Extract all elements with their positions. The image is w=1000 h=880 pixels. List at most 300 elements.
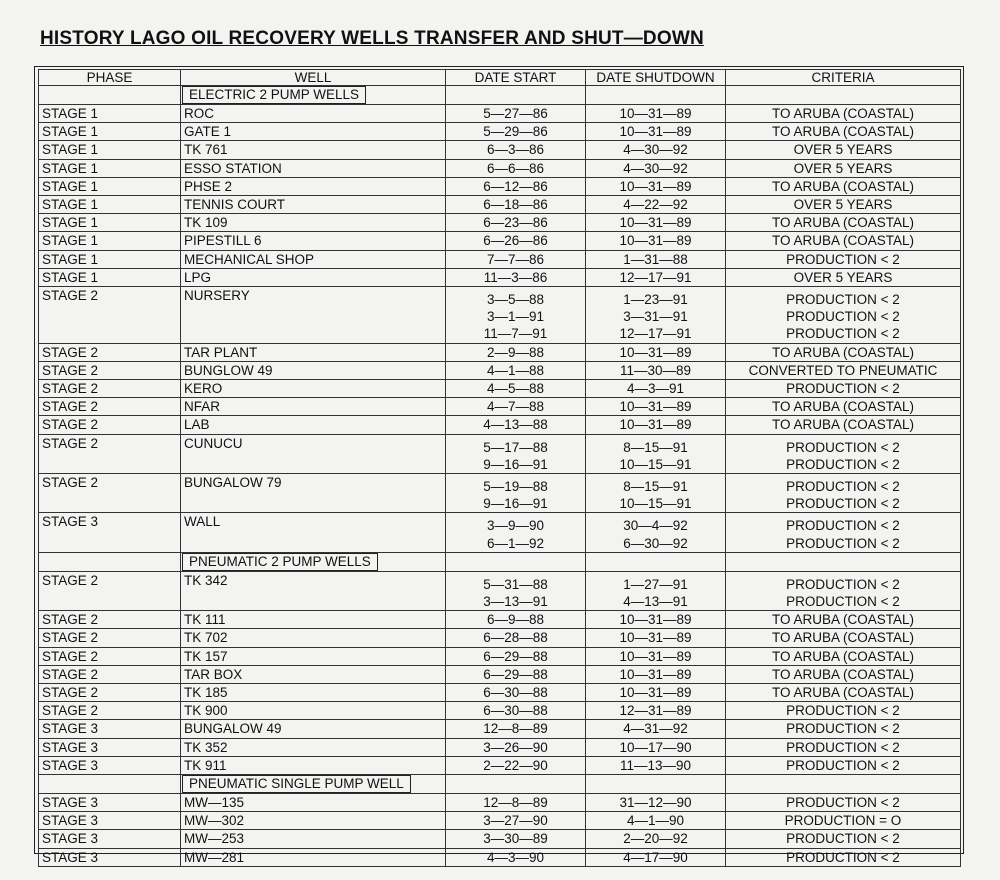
table-row [39,105,961,123]
criteria-value: PRODUCTION < 2 [786,535,900,551]
date-shutdown-value: 1—27—91 [623,576,688,592]
well-cell: NFAR [181,398,446,416]
date-shutdown-cell [586,141,726,159]
date-shutdown-value: 31—12—90 [619,794,692,810]
criteria-value: PRODUCTION < 2 [786,593,900,609]
criteria-cell [726,177,961,195]
criteria-value: TO ARUBA (COASTAL) [771,178,915,194]
section-empty-cell [726,774,961,793]
criteria-cell [726,738,961,756]
table-row [39,268,961,286]
well-cell: TK 342 [181,571,446,610]
criteria-value: TO ARUBA (COASTAL) [771,124,915,140]
date-shutdown-cell [586,812,726,830]
document-title: HISTORY LAGO OIL RECOVERY WELLS TRANSFER AND SHUT—DOWN [40,28,704,49]
well-cell: MW—253 [181,830,446,848]
criteria-value: PRODUCTION < 2 [786,518,900,534]
criteria-value: TO ARUBA (COASTAL) [771,215,915,231]
date-start-cell [446,177,586,195]
well-cell: TK 109 [181,214,446,232]
criteria-cell [726,214,961,232]
criteria-cell [726,141,961,159]
date-start-value: 6—12—86 [483,178,548,194]
criteria-value: TO ARUBA (COASTAL) [771,630,915,646]
section-label-cell [181,86,446,105]
criteria-cell [726,398,961,416]
date-start-cell [446,123,586,141]
date-start-value: 6—9—88 [486,612,545,628]
well-cell: LAB [181,416,446,434]
well-cell: BUNGALOW 79 [181,473,446,512]
criteria-value: TO ARUBA (COASTAL) [771,684,915,700]
phase-cell: STAGE 1 [39,232,181,250]
date-start-cell [446,214,586,232]
table-row [39,361,961,379]
criteria-value: TO ARUBA (COASTAL) [771,648,915,664]
criteria-cell [726,720,961,738]
well-cell: BUNGALOW 49 [181,720,446,738]
date-shutdown-cell [586,214,726,232]
date-start-value: 9—16—91 [483,456,548,472]
well-cell: BUNGLOW 49 [181,361,446,379]
date-start-value: 4—7—88 [486,399,545,415]
criteria-value: PRODUCTION < 2 [786,439,900,455]
phase-cell: STAGE 2 [39,629,181,647]
date-start-value: 5—17—88 [483,439,548,455]
phase-cell: STAGE 2 [39,683,181,701]
well-cell: MW—281 [181,848,446,866]
well-cell: TK 900 [181,702,446,720]
date-start-cell [446,380,586,398]
date-start-cell [446,702,586,720]
date-shutdown-value: 8—15—91 [623,478,688,494]
criteria-value: PRODUCTION < 2 [786,739,900,755]
date-shutdown-value: 10—31—89 [619,612,692,628]
date-start-value: 3—5—88 [486,292,545,308]
criteria-cell [726,793,961,811]
table-row [39,177,961,195]
well-cell: ESSO STATION [181,159,446,177]
phase-cell: STAGE 1 [39,159,181,177]
date-start-value: 3—27—90 [483,813,548,829]
phase-cell: STAGE 2 [39,571,181,610]
criteria-cell [726,287,961,344]
table-row [39,665,961,683]
well-cell: TK 761 [181,141,446,159]
section-phase-cell [39,86,181,105]
section-empty-cell [726,552,961,571]
well-cell: WALL [181,513,446,552]
date-start-cell [446,571,586,610]
date-start-value: 6—29—88 [483,648,548,664]
well-cell: MW—135 [181,793,446,811]
date-start-value: 4—5—88 [486,381,545,396]
date-shutdown-value: 4—17—90 [623,849,688,865]
criteria-value: PRODUCTION < 2 [786,703,900,719]
date-start-value: 3—9—90 [486,518,545,534]
header-row [39,70,961,86]
criteria-cell [726,123,961,141]
section-empty-cell [586,86,726,105]
date-shutdown-cell [586,380,726,398]
date-shutdown-value: 12—31—89 [619,703,692,719]
date-shutdown-cell [586,434,726,473]
criteria-value: PRODUCTION < 2 [786,381,900,396]
date-shutdown-value: 1—23—91 [623,292,688,308]
well-cell: KERO [181,380,446,398]
date-shutdown-value: 11—13—90 [619,757,692,773]
phase-cell: STAGE 3 [39,848,181,866]
criteria-value: TO ARUBA (COASTAL) [771,417,915,433]
date-start-cell [446,812,586,830]
criteria-value: OVER 5 YEARS [793,160,893,176]
date-start-cell [446,848,586,866]
well-cell: TENNIS COURT [181,196,446,214]
criteria-cell [726,196,961,214]
phase-cell: STAGE 3 [39,738,181,756]
date-shutdown-cell [586,665,726,683]
criteria-value: TO ARUBA (COASTAL) [771,399,915,415]
date-shutdown-cell [586,738,726,756]
phase-cell: STAGE 1 [39,268,181,286]
header-date-shutdown: DATE SHUTDOWN [586,70,726,86]
criteria-cell [726,756,961,774]
date-start-value: 11—3—86 [483,269,548,285]
date-shutdown-cell [586,177,726,195]
criteria-cell [726,830,961,848]
criteria-cell [726,250,961,268]
criteria-cell [726,647,961,665]
section-phase-cell [39,774,181,793]
criteria-value: PRODUCTION < 2 [786,456,900,472]
table-row [39,830,961,848]
criteria-cell [726,812,961,830]
phase-cell: STAGE 3 [39,812,181,830]
section-phase-cell [39,552,181,571]
date-start-cell [446,793,586,811]
date-start-cell [446,473,586,512]
date-shutdown-value: 10—15—91 [619,456,692,472]
date-shutdown-cell [586,848,726,866]
date-shutdown-value: 4—22—92 [623,197,688,213]
date-start-cell [446,141,586,159]
phase-cell: STAGE 1 [39,141,181,159]
criteria-value: TO ARUBA (COASTAL) [771,344,915,360]
table-row [39,398,961,416]
date-start-value: 6—26—86 [483,233,548,249]
date-start-cell [446,268,586,286]
table-row [39,416,961,434]
date-start-cell [446,361,586,379]
date-start-cell [446,287,586,344]
section-label-cell [181,552,446,571]
table-row [39,232,961,250]
date-shutdown-value: 8—15—91 [623,439,688,455]
date-shutdown-value: 10—31—89 [619,106,692,121]
well-cell: MECHANICAL SHOP [181,250,446,268]
date-shutdown-value: 30—4—92 [623,518,688,534]
section-empty-cell [446,86,586,105]
date-start-cell [446,196,586,214]
phase-cell: STAGE 3 [39,513,181,552]
date-shutdown-value: 6—30—92 [623,535,688,551]
date-shutdown-cell [586,268,726,286]
date-start-value: 4—13—88 [483,417,548,433]
date-start-value: 7—7—86 [486,251,545,267]
criteria-cell [726,105,961,123]
table-row [39,434,961,473]
date-shutdown-value: 4—1—90 [626,813,685,829]
criteria-cell [726,611,961,629]
date-shutdown-value: 10—31—89 [619,648,692,664]
criteria-value: OVER 5 YEARS [793,269,893,285]
date-shutdown-cell [586,629,726,647]
table-row [39,287,961,344]
phase-cell: STAGE 1 [39,123,181,141]
criteria-value: PRODUCTION < 2 [786,496,900,512]
criteria-cell [726,416,961,434]
well-cell: TK 911 [181,756,446,774]
date-start-cell [446,738,586,756]
date-start-cell [446,665,586,683]
criteria-cell [726,848,961,866]
criteria-cell [726,268,961,286]
date-start-cell [446,159,586,177]
phase-cell: STAGE 3 [39,756,181,774]
phase-cell: STAGE 2 [39,611,181,629]
date-start-value: 4—1—88 [486,362,545,378]
criteria-cell [726,380,961,398]
well-cell: GATE 1 [181,123,446,141]
table-row [39,513,961,552]
date-start-cell [446,647,586,665]
date-start-cell [446,434,586,473]
well-cell: CUNUCU [181,434,446,473]
date-shutdown-cell [586,720,726,738]
criteria-cell [726,473,961,512]
well-cell: NURSERY [181,287,446,344]
date-shutdown-cell [586,416,726,434]
date-shutdown-value: 10—31—89 [619,124,692,140]
wells-table [38,69,961,867]
header-date-start: DATE START [446,70,586,86]
table-row [39,611,961,629]
criteria-value: PRODUCTION < 2 [786,849,900,865]
table-body [39,86,961,867]
table-row [39,756,961,774]
date-start-value: 6—1—92 [486,535,545,551]
criteria-cell [726,629,961,647]
date-start-value: 5—31—88 [483,576,548,592]
date-shutdown-cell [586,793,726,811]
well-cell: TK 111 [181,611,446,629]
date-start-cell [446,250,586,268]
table-row [39,683,961,701]
date-start-value: 3—13—91 [483,593,548,609]
phase-cell: STAGE 1 [39,196,181,214]
section-label: PNEUMATIC 2 PUMP WELLS [182,553,378,571]
criteria-value: PRODUCTION < 2 [786,309,900,325]
well-cell: TK 352 [181,738,446,756]
section-empty-cell [446,774,586,793]
date-start-cell [446,629,586,647]
header-phase: PHASE [39,70,181,86]
phase-cell: STAGE 1 [39,177,181,195]
date-start-cell [446,611,586,629]
date-start-value: 5—19—88 [483,478,548,494]
phase-cell: STAGE 1 [39,250,181,268]
criteria-cell [726,571,961,610]
table-row [39,159,961,177]
date-start-value: 12—8—89 [483,721,548,737]
date-start-cell [446,756,586,774]
date-shutdown-value: 10—31—89 [619,344,692,360]
date-shutdown-value: 4—30—92 [623,142,688,158]
section-empty-cell [446,552,586,571]
header-criteria: CRITERIA [726,70,961,86]
criteria-value: PRODUCTION < 2 [786,478,900,494]
phase-cell: STAGE 2 [39,702,181,720]
date-shutdown-value: 10—31—89 [619,233,692,249]
date-start-cell [446,720,586,738]
section-label: ELECTRIC 2 PUMP WELLS [182,86,366,104]
date-start-cell [446,398,586,416]
date-start-value: 5—29—86 [483,124,548,140]
date-start-value: 6—18—86 [483,197,548,213]
date-start-value: 3—1—91 [486,309,545,325]
date-shutdown-value: 1—31—88 [623,251,688,267]
criteria-value: PRODUCTION < 2 [786,794,900,810]
table-row [39,123,961,141]
criteria-cell [726,434,961,473]
phase-cell: STAGE 2 [39,398,181,416]
date-shutdown-value: 12—17—91 [619,269,692,285]
table-row [39,702,961,720]
date-shutdown-value: 4—30—92 [623,160,688,176]
date-shutdown-cell [586,398,726,416]
date-shutdown-cell [586,647,726,665]
section-row [39,774,961,793]
criteria-value: PRODUCTION < 2 [786,831,900,847]
date-shutdown-value: 4—13—91 [623,593,688,609]
table-row [39,473,961,512]
date-shutdown-value: 3—31—91 [623,309,688,325]
table-row [39,647,961,665]
well-cell: PHSE 2 [181,177,446,195]
date-start-cell [446,343,586,361]
table-row [39,738,961,756]
date-shutdown-cell [586,611,726,629]
criteria-value: PRODUCTION < 2 [786,721,900,737]
criteria-cell [726,343,961,361]
date-start-value: 6—3—86 [486,142,545,158]
date-start-value: 6—28—88 [483,630,548,646]
date-shutdown-value: 10—17—90 [619,739,692,755]
date-start-cell [446,105,586,123]
criteria-cell [726,232,961,250]
date-shutdown-cell [586,232,726,250]
date-start-value: 5—27—86 [483,106,548,121]
date-start-cell [446,830,586,848]
section-empty-cell [586,774,726,793]
phase-cell: STAGE 1 [39,105,181,123]
table-row [39,380,961,398]
criteria-value: PRODUCTION < 2 [786,251,900,267]
criteria-value: PRODUCTION < 2 [786,757,900,773]
criteria-value: TO ARUBA (COASTAL) [771,666,915,682]
date-shutdown-cell [586,683,726,701]
date-shutdown-cell [586,756,726,774]
criteria-value: PRODUCTION < 2 [786,326,900,342]
date-start-value: 6—29—88 [483,666,548,682]
date-shutdown-value: 4—31—92 [623,721,688,737]
date-shutdown-value: 10—31—89 [619,666,692,682]
well-cell: MW—302 [181,812,446,830]
criteria-value: PRODUCTION = O [784,813,902,829]
date-start-value: 2—22—90 [483,757,548,773]
date-shutdown-cell [586,571,726,610]
section-label: PNEUMATIC SINGLE PUMP WELL [182,775,411,793]
phase-cell: STAGE 3 [39,830,181,848]
well-cell: TAR PLANT [181,343,446,361]
table-row [39,571,961,610]
section-row [39,552,961,571]
criteria-cell [726,702,961,720]
date-start-value: 4—3—90 [486,849,545,865]
table-row [39,629,961,647]
date-shutdown-cell [586,196,726,214]
phase-cell: STAGE 2 [39,473,181,512]
table-row [39,250,961,268]
date-start-value: 11—7—91 [483,326,548,342]
phase-cell: STAGE 3 [39,720,181,738]
date-shutdown-value: 10—15—91 [619,496,692,512]
well-cell: TAR BOX [181,665,446,683]
table-row [39,793,961,811]
date-shutdown-cell [586,361,726,379]
phase-cell: STAGE 2 [39,416,181,434]
table-row [39,141,961,159]
table-row [39,848,961,866]
date-start-cell [446,683,586,701]
table-row [39,812,961,830]
phase-cell: STAGE 2 [39,647,181,665]
date-start-value: 6—6—86 [486,160,545,176]
header-well: WELL [181,70,446,86]
phase-cell: STAGE 1 [39,214,181,232]
date-start-value: 12—8—89 [483,794,548,810]
date-shutdown-cell [586,473,726,512]
criteria-value: TO ARUBA (COASTAL) [771,233,915,249]
well-cell: ROC [181,105,446,123]
date-start-value: 9—16—91 [483,496,548,512]
well-cell: TK 702 [181,629,446,647]
criteria-value: OVER 5 YEARS [793,197,893,213]
table-row [39,343,961,361]
phase-cell: STAGE 2 [39,380,181,398]
date-shutdown-cell [586,513,726,552]
date-shutdown-value: 12—17—91 [619,326,692,342]
date-shutdown-value: 4—3—91 [626,381,685,396]
well-cell: LPG [181,268,446,286]
well-cell: PIPESTILL 6 [181,232,446,250]
date-start-value: 2—9—88 [486,344,545,360]
phase-cell: STAGE 2 [39,665,181,683]
date-shutdown-value: 10—31—89 [619,399,692,415]
date-shutdown-value: 10—31—89 [619,684,692,700]
date-start-value: 6—23—86 [483,215,548,231]
table-row [39,214,961,232]
